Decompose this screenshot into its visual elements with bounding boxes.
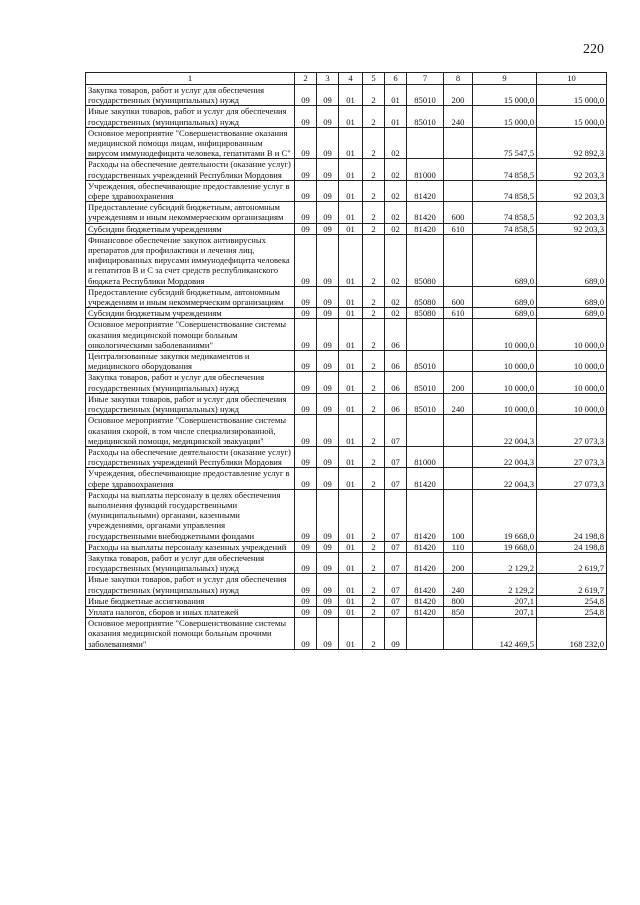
amount-year-2-cell: 15 000,0 bbox=[537, 106, 607, 127]
table-row bbox=[86, 574, 607, 595]
expense-type-code-cell: 200 bbox=[444, 85, 473, 106]
section-code-cell: 09 bbox=[295, 180, 317, 201]
expense-type-code-cell bbox=[444, 180, 473, 201]
item-name-cell: Расходы на выплаты персоналу казенных учреждений bbox=[86, 541, 295, 552]
item-name-cell: Основное мероприятие "Совершенствование оказания медицинской помощи лицам, инфицированным вирусом иммунодефицита человека, гепатитами В и С" bbox=[86, 127, 295, 159]
target-code-cell: 81000 bbox=[407, 446, 444, 467]
section-code-cell: 09 bbox=[295, 552, 317, 573]
amount-year-2-cell: 92 203,3 bbox=[537, 159, 607, 180]
program-code-cell: 01 bbox=[339, 446, 363, 467]
table-row bbox=[86, 541, 607, 552]
activity-code-cell: 02 bbox=[385, 202, 407, 223]
subsection-code-cell: 09 bbox=[317, 552, 339, 573]
target-code-cell: 81420 bbox=[407, 552, 444, 573]
target-code-cell: 81420 bbox=[407, 489, 444, 541]
amount-year-1-cell: 74 858,5 bbox=[473, 180, 537, 201]
section-code-cell: 09 bbox=[295, 446, 317, 467]
subprogram-code-cell: 2 bbox=[363, 180, 385, 201]
amount-year-1-cell: 10 000,0 bbox=[473, 319, 537, 351]
section-code-cell: 09 bbox=[295, 223, 317, 234]
program-code-cell: 01 bbox=[339, 489, 363, 541]
table-row bbox=[86, 489, 607, 541]
table-row bbox=[86, 468, 607, 489]
table-row bbox=[86, 595, 607, 606]
budget-table bbox=[85, 72, 607, 650]
subprogram-code-cell: 2 bbox=[363, 393, 385, 414]
activity-code-cell: 06 bbox=[385, 319, 407, 351]
target-code-cell: 81420 bbox=[407, 202, 444, 223]
activity-code-cell: 07 bbox=[385, 606, 407, 617]
subprogram-code-cell: 2 bbox=[363, 351, 385, 372]
item-name-cell: Субсидии бюджетным учреждениям bbox=[86, 308, 295, 319]
subsection-code-cell: 09 bbox=[317, 234, 339, 286]
subprogram-code-cell: 2 bbox=[363, 574, 385, 595]
table-row bbox=[86, 159, 607, 180]
subsection-code-cell: 09 bbox=[317, 468, 339, 489]
section-code-cell: 09 bbox=[295, 159, 317, 180]
target-code-cell: 85080 bbox=[407, 308, 444, 319]
program-code-cell: 01 bbox=[339, 574, 363, 595]
amount-year-2-cell: 168 232,0 bbox=[537, 618, 607, 650]
target-code-cell: 81420 bbox=[407, 180, 444, 201]
subprogram-code-cell: 2 bbox=[363, 85, 385, 106]
amount-year-1-cell: 22 004,3 bbox=[473, 446, 537, 467]
program-code-cell: 01 bbox=[339, 468, 363, 489]
subsection-code-cell: 09 bbox=[317, 393, 339, 414]
program-code-cell: 01 bbox=[339, 159, 363, 180]
program-code-cell: 01 bbox=[339, 106, 363, 127]
amount-year-1-cell: 10 000,0 bbox=[473, 351, 537, 372]
item-name-cell: Иные бюджетные ассигнования bbox=[86, 595, 295, 606]
expense-type-code-cell: 610 bbox=[444, 223, 473, 234]
item-name-cell: Закупка товаров, работ и услуг для обеспечения государственных (муниципальных) нужд bbox=[86, 85, 295, 106]
subsection-code-cell: 09 bbox=[317, 489, 339, 541]
expense-type-code-cell bbox=[444, 234, 473, 286]
item-name-cell: Иные закупки товаров, работ и услуг для обеспечения государственных (муниципальных) нужд bbox=[86, 106, 295, 127]
amount-year-2-cell: 92 203,3 bbox=[537, 202, 607, 223]
header-cell: 10 bbox=[537, 73, 607, 85]
subprogram-code-cell: 2 bbox=[363, 286, 385, 307]
amount-year-2-cell: 254,8 bbox=[537, 606, 607, 617]
activity-code-cell: 02 bbox=[385, 308, 407, 319]
target-code-cell: 85010 bbox=[407, 351, 444, 372]
amount-year-2-cell: 27 073,3 bbox=[537, 468, 607, 489]
item-name-cell: Уплата налогов, сборов и иных платежей bbox=[86, 606, 295, 617]
amount-year-1-cell: 10 000,0 bbox=[473, 372, 537, 393]
amount-year-1-cell: 2 129,2 bbox=[473, 574, 537, 595]
header-cell: 3 bbox=[317, 73, 339, 85]
expense-type-code-cell: 600 bbox=[444, 202, 473, 223]
item-name-cell: Основное мероприятие "Совершенствование системы оказания медицинской помощи больным онкологическими заболеваниями" bbox=[86, 319, 295, 351]
target-code-cell: 81420 bbox=[407, 574, 444, 595]
activity-code-cell: 01 bbox=[385, 85, 407, 106]
amount-year-1-cell: 74 858,5 bbox=[473, 159, 537, 180]
expense-type-code-cell: 240 bbox=[444, 106, 473, 127]
subprogram-code-cell: 2 bbox=[363, 541, 385, 552]
header-cell: 2 bbox=[295, 73, 317, 85]
expense-type-code-cell bbox=[444, 415, 473, 447]
amount-year-2-cell: 15 000,0 bbox=[537, 85, 607, 106]
header-cell: 9 bbox=[473, 73, 537, 85]
table-row bbox=[86, 286, 607, 307]
amount-year-2-cell: 10 000,0 bbox=[537, 393, 607, 414]
target-code-cell: 81420 bbox=[407, 595, 444, 606]
section-code-cell: 09 bbox=[295, 319, 317, 351]
subprogram-code-cell: 2 bbox=[363, 372, 385, 393]
activity-code-cell: 01 bbox=[385, 106, 407, 127]
subprogram-code-cell: 2 bbox=[363, 468, 385, 489]
section-code-cell: 09 bbox=[295, 106, 317, 127]
section-code-cell: 09 bbox=[295, 595, 317, 606]
section-code-cell: 09 bbox=[295, 606, 317, 617]
table-row bbox=[86, 180, 607, 201]
program-code-cell: 01 bbox=[339, 618, 363, 650]
amount-year-2-cell: 10 000,0 bbox=[537, 319, 607, 351]
program-code-cell: 01 bbox=[339, 286, 363, 307]
expense-type-code-cell: 240 bbox=[444, 574, 473, 595]
target-code-cell bbox=[407, 319, 444, 351]
amount-year-2-cell: 92 203,3 bbox=[537, 223, 607, 234]
amount-year-1-cell: 22 004,3 bbox=[473, 415, 537, 447]
amount-year-2-cell: 92 203,3 bbox=[537, 180, 607, 201]
program-code-cell: 01 bbox=[339, 595, 363, 606]
amount-year-1-cell: 19 668,0 bbox=[473, 541, 537, 552]
section-code-cell: 09 bbox=[295, 372, 317, 393]
target-code-cell bbox=[407, 127, 444, 159]
activity-code-cell: 02 bbox=[385, 223, 407, 234]
subsection-code-cell: 09 bbox=[317, 446, 339, 467]
amount-year-2-cell: 689,0 bbox=[537, 234, 607, 286]
item-name-cell: Основное мероприятие "Совершенствование системы оказания скорой, в том числе специализированной, медицинской помощи, медицинской эвакуации" bbox=[86, 415, 295, 447]
subprogram-code-cell: 2 bbox=[363, 415, 385, 447]
table-row bbox=[86, 351, 607, 372]
item-name-cell: Расходы на обеспечение деятельности (оказание услуг) государственных учреждений Республики Мордовия bbox=[86, 446, 295, 467]
program-code-cell: 01 bbox=[339, 351, 363, 372]
target-code-cell: 81000 bbox=[407, 159, 444, 180]
header-cell: 1 bbox=[86, 73, 295, 85]
activity-code-cell: 02 bbox=[385, 234, 407, 286]
expense-type-code-cell: 110 bbox=[444, 541, 473, 552]
section-code-cell: 09 bbox=[295, 489, 317, 541]
target-code-cell: 81420 bbox=[407, 606, 444, 617]
section-code-cell: 09 bbox=[295, 393, 317, 414]
program-code-cell: 01 bbox=[339, 223, 363, 234]
activity-code-cell: 06 bbox=[385, 351, 407, 372]
activity-code-cell: 06 bbox=[385, 372, 407, 393]
amount-year-2-cell: 24 198,8 bbox=[537, 541, 607, 552]
program-code-cell: 01 bbox=[339, 202, 363, 223]
program-code-cell: 01 bbox=[339, 541, 363, 552]
subprogram-code-cell: 2 bbox=[363, 319, 385, 351]
amount-year-2-cell: 689,0 bbox=[537, 286, 607, 307]
table-row bbox=[86, 202, 607, 223]
subsection-code-cell: 09 bbox=[317, 127, 339, 159]
table-row bbox=[86, 319, 607, 351]
program-code-cell: 01 bbox=[339, 415, 363, 447]
item-name-cell: Субсидии бюджетным учреждениям bbox=[86, 223, 295, 234]
section-code-cell: 09 bbox=[295, 351, 317, 372]
activity-code-cell: 07 bbox=[385, 541, 407, 552]
item-name-cell: Основное мероприятие "Совершенствование системы оказания медицинской помощи больным прочими заболеваниями" bbox=[86, 618, 295, 650]
subprogram-code-cell: 2 bbox=[363, 606, 385, 617]
item-name-cell: Финансовое обеспечение закупок антивирусных препаратов для профилактики и лечения лиц, инфицированных вирусами иммунодефицита человека и гепатитов В и С за счет средств республиканского бюджета Республики Мордовия bbox=[86, 234, 295, 286]
subprogram-code-cell: 2 bbox=[363, 552, 385, 573]
amount-year-2-cell: 27 073,3 bbox=[537, 415, 607, 447]
amount-year-1-cell: 22 004,3 bbox=[473, 468, 537, 489]
amount-year-2-cell: 10 000,0 bbox=[537, 351, 607, 372]
program-code-cell: 01 bbox=[339, 308, 363, 319]
expense-type-code-cell: 200 bbox=[444, 372, 473, 393]
expense-type-code-cell: 610 bbox=[444, 308, 473, 319]
target-code-cell: 85010 bbox=[407, 106, 444, 127]
section-code-cell: 09 bbox=[295, 541, 317, 552]
subsection-code-cell: 09 bbox=[317, 308, 339, 319]
target-code-cell: 81420 bbox=[407, 541, 444, 552]
header-cell: 7 bbox=[407, 73, 444, 85]
subprogram-code-cell: 2 bbox=[363, 489, 385, 541]
amount-year-1-cell: 74 858,5 bbox=[473, 202, 537, 223]
expense-type-code-cell bbox=[444, 127, 473, 159]
activity-code-cell: 02 bbox=[385, 159, 407, 180]
amount-year-2-cell: 2 619,7 bbox=[537, 552, 607, 573]
amount-year-1-cell: 15 000,0 bbox=[473, 85, 537, 106]
page-number: 220 bbox=[583, 42, 604, 57]
item-name-cell: Расходы на обеспечение деятельности (оказание услуг) государственных учреждений Республики Мордовия bbox=[86, 159, 295, 180]
target-code-cell bbox=[407, 618, 444, 650]
section-code-cell: 09 bbox=[295, 308, 317, 319]
table-row bbox=[86, 223, 607, 234]
amount-year-2-cell: 2 619,7 bbox=[537, 574, 607, 595]
target-code-cell: 85010 bbox=[407, 85, 444, 106]
program-code-cell: 01 bbox=[339, 393, 363, 414]
expense-type-code-cell bbox=[444, 351, 473, 372]
header-cell: 6 bbox=[385, 73, 407, 85]
subprogram-code-cell: 2 bbox=[363, 159, 385, 180]
subprogram-code-cell: 2 bbox=[363, 223, 385, 234]
activity-code-cell: 07 bbox=[385, 574, 407, 595]
subprogram-code-cell: 2 bbox=[363, 308, 385, 319]
activity-code-cell: 07 bbox=[385, 446, 407, 467]
subprogram-code-cell: 2 bbox=[363, 446, 385, 467]
item-name-cell: Иные закупки товаров, работ и услуг для обеспечения государственных (муниципальных) нужд bbox=[86, 393, 295, 414]
amount-year-2-cell: 24 198,8 bbox=[537, 489, 607, 541]
table-row bbox=[86, 393, 607, 414]
subsection-code-cell: 09 bbox=[317, 606, 339, 617]
target-code-cell: 85080 bbox=[407, 234, 444, 286]
table-row bbox=[86, 308, 607, 319]
subsection-code-cell: 09 bbox=[317, 415, 339, 447]
amount-year-1-cell: 75 547,5 bbox=[473, 127, 537, 159]
program-code-cell: 01 bbox=[339, 372, 363, 393]
expense-type-code-cell: 200 bbox=[444, 552, 473, 573]
header-cell: 4 bbox=[339, 73, 363, 85]
section-code-cell: 09 bbox=[295, 202, 317, 223]
expense-type-code-cell: 850 bbox=[444, 606, 473, 617]
subprogram-code-cell: 2 bbox=[363, 618, 385, 650]
subsection-code-cell: 09 bbox=[317, 286, 339, 307]
program-code-cell: 01 bbox=[339, 127, 363, 159]
section-code-cell: 09 bbox=[295, 127, 317, 159]
subprogram-code-cell: 2 bbox=[363, 202, 385, 223]
target-code-cell: 81420 bbox=[407, 468, 444, 489]
item-name-cell: Предоставление субсидий бюджетным, автономным учреждениям и иным некоммерческим организациям bbox=[86, 202, 295, 223]
program-code-cell: 01 bbox=[339, 180, 363, 201]
subsection-code-cell: 09 bbox=[317, 85, 339, 106]
amount-year-2-cell: 689,0 bbox=[537, 308, 607, 319]
item-name-cell: Централизованные закупки медикаментов и медицинского оборудования bbox=[86, 351, 295, 372]
activity-code-cell: 02 bbox=[385, 180, 407, 201]
expense-type-code-cell bbox=[444, 468, 473, 489]
expense-type-code-cell bbox=[444, 159, 473, 180]
subprogram-code-cell: 2 bbox=[363, 595, 385, 606]
table-row bbox=[86, 234, 607, 286]
subprogram-code-cell: 2 bbox=[363, 234, 385, 286]
header-cell: 5 bbox=[363, 73, 385, 85]
expense-type-code-cell bbox=[444, 618, 473, 650]
amount-year-1-cell: 74 858,5 bbox=[473, 223, 537, 234]
amount-year-1-cell: 142 469,5 bbox=[473, 618, 537, 650]
table-row bbox=[86, 372, 607, 393]
amount-year-1-cell: 207,1 bbox=[473, 606, 537, 617]
amount-year-2-cell: 92 892,3 bbox=[537, 127, 607, 159]
expense-type-code-cell bbox=[444, 446, 473, 467]
table-row bbox=[86, 446, 607, 467]
expense-type-code-cell: 100 bbox=[444, 489, 473, 541]
subsection-code-cell: 09 bbox=[317, 223, 339, 234]
item-name-cell: Расходы на выплаты персоналу в целях обеспечения выполнения функций государственными (муниципальными) органами, казенными учреждениями, органами управления государственными внебюджетными фондами bbox=[86, 489, 295, 541]
activity-code-cell: 07 bbox=[385, 468, 407, 489]
target-code-cell: 85080 bbox=[407, 286, 444, 307]
amount-year-1-cell: 207,1 bbox=[473, 595, 537, 606]
expense-type-code-cell bbox=[444, 319, 473, 351]
target-code-cell: 81420 bbox=[407, 223, 444, 234]
target-code-cell: 85010 bbox=[407, 372, 444, 393]
activity-code-cell: 07 bbox=[385, 489, 407, 541]
subsection-code-cell: 09 bbox=[317, 372, 339, 393]
amount-year-2-cell: 27 073,3 bbox=[537, 446, 607, 467]
target-code-cell bbox=[407, 415, 444, 447]
item-name-cell: Учреждения, обеспечивающие предоставление услуг в сфере здравоохранения bbox=[86, 180, 295, 201]
activity-code-cell: 07 bbox=[385, 552, 407, 573]
subsection-code-cell: 09 bbox=[317, 541, 339, 552]
table-row bbox=[86, 606, 607, 617]
amount-year-1-cell: 15 000,0 bbox=[473, 106, 537, 127]
activity-code-cell: 02 bbox=[385, 127, 407, 159]
subsection-code-cell: 09 bbox=[317, 202, 339, 223]
expense-type-code-cell: 240 bbox=[444, 393, 473, 414]
subsection-code-cell: 09 bbox=[317, 574, 339, 595]
item-name-cell: Предоставление субсидий бюджетным, автономным учреждениям и иным некоммерческим организациям bbox=[86, 286, 295, 307]
amount-year-1-cell: 19 668,0 bbox=[473, 489, 537, 541]
table-row bbox=[86, 127, 607, 159]
expense-type-code-cell: 600 bbox=[444, 286, 473, 307]
subsection-code-cell: 09 bbox=[317, 106, 339, 127]
subsection-code-cell: 09 bbox=[317, 159, 339, 180]
table-row bbox=[86, 85, 607, 106]
activity-code-cell: 07 bbox=[385, 415, 407, 447]
table-row bbox=[86, 106, 607, 127]
program-code-cell: 01 bbox=[339, 85, 363, 106]
section-code-cell: 09 bbox=[295, 618, 317, 650]
subsection-code-cell: 09 bbox=[317, 180, 339, 201]
amount-year-2-cell: 254,8 bbox=[537, 595, 607, 606]
activity-code-cell: 02 bbox=[385, 286, 407, 307]
table-row bbox=[86, 552, 607, 573]
section-code-cell: 09 bbox=[295, 415, 317, 447]
header-cell: 8 bbox=[444, 73, 473, 85]
item-name-cell: Закупка товаров, работ и услуг для обеспечения государственных (муниципальных) нужд bbox=[86, 552, 295, 573]
section-code-cell: 09 bbox=[295, 286, 317, 307]
section-code-cell: 09 bbox=[295, 468, 317, 489]
amount-year-1-cell: 2 129,2 bbox=[473, 552, 537, 573]
amount-year-1-cell: 10 000,0 bbox=[473, 393, 537, 414]
item-name-cell: Учреждения, обеспечивающие предоставление услуг в сфере здравоохранения bbox=[86, 468, 295, 489]
table-row bbox=[86, 415, 607, 447]
activity-code-cell: 06 bbox=[385, 393, 407, 414]
subsection-code-cell: 09 bbox=[317, 319, 339, 351]
activity-code-cell: 09 bbox=[385, 618, 407, 650]
amount-year-1-cell: 689,0 bbox=[473, 234, 537, 286]
table-row bbox=[86, 618, 607, 650]
target-code-cell: 85010 bbox=[407, 393, 444, 414]
amount-year-2-cell: 10 000,0 bbox=[537, 372, 607, 393]
section-code-cell: 09 bbox=[295, 85, 317, 106]
subprogram-code-cell: 2 bbox=[363, 127, 385, 159]
program-code-cell: 01 bbox=[339, 319, 363, 351]
activity-code-cell: 07 bbox=[385, 595, 407, 606]
item-name-cell: Иные закупки товаров, работ и услуг для обеспечения государственных (муниципальных) нужд bbox=[86, 574, 295, 595]
program-code-cell: 01 bbox=[339, 552, 363, 573]
section-code-cell: 09 bbox=[295, 234, 317, 286]
subsection-code-cell: 09 bbox=[317, 351, 339, 372]
item-name-cell: Закупка товаров, работ и услуг для обеспечения государственных (муниципальных) нужд bbox=[86, 372, 295, 393]
subsection-code-cell: 09 bbox=[317, 618, 339, 650]
expense-type-code-cell: 800 bbox=[444, 595, 473, 606]
subsection-code-cell: 09 bbox=[317, 595, 339, 606]
header-row bbox=[86, 73, 607, 85]
amount-year-1-cell: 689,0 bbox=[473, 308, 537, 319]
subprogram-code-cell: 2 bbox=[363, 106, 385, 127]
program-code-cell: 01 bbox=[339, 234, 363, 286]
program-code-cell: 01 bbox=[339, 606, 363, 617]
amount-year-1-cell: 689,0 bbox=[473, 286, 537, 307]
section-code-cell: 09 bbox=[295, 574, 317, 595]
